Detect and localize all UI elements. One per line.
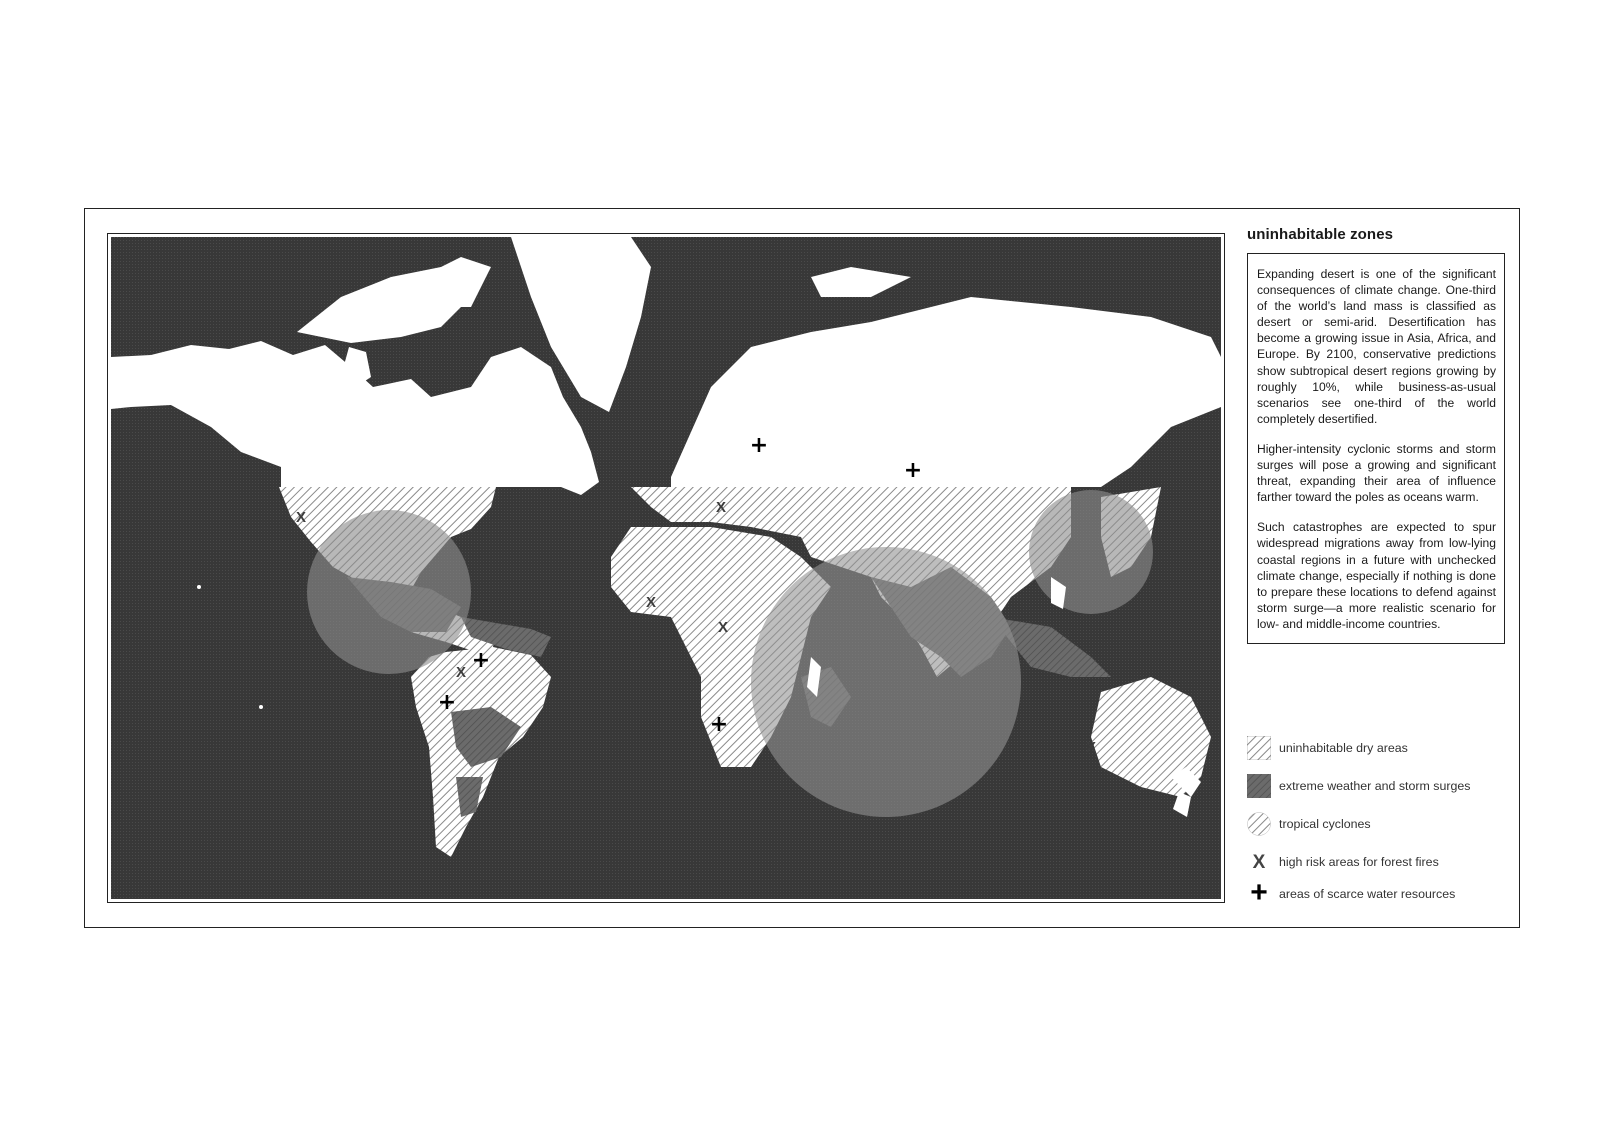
water-marker-eastern-europe: +	[749, 433, 769, 458]
water-marker-russia: +	[903, 458, 923, 483]
circle-swatch-icon	[1247, 812, 1271, 836]
description-paragraph: Higher-intensity cyclonic storms and storm surges will pose a growing and significant threat, expanding their area of influence farther toward the poles as oceans warm.	[1257, 441, 1496, 505]
x-mark-icon: X	[1252, 851, 1266, 873]
cyclone-circle-caribbean	[307, 510, 471, 674]
fire-marker-north-america: X	[295, 509, 307, 526]
legend-item-water	[1247, 875, 1527, 909]
description-paragraph: Such catastrophes are expected to spur widespread migrations away from low-lying coastal regions in a future with unchecked climate change, especially if nothing is done to prepare these locations to defend against storm surge—a more realistic scenario for low- and middle-income countries.	[1257, 520, 1496, 631]
description-paragraph: Expanding desert is one of the significant consequences of climate change. One-third of the world’s land mass is classified as desert or semi-arid. Desertification has become a growing issue in Asia, Africa, and Europe. By 2100, conservative predictions show subtropical desert regions growing by roughly 10%, while business-as-usual scenarios see one-third of the world completely desertified.	[1257, 267, 1496, 426]
plus-mark-icon: +	[1250, 875, 1268, 909]
fire-marker-central-africa: X	[717, 619, 729, 636]
fire-marker-mediterranean: X	[715, 499, 727, 516]
dark-hatch-swatch-icon	[1247, 774, 1271, 798]
side-panel	[1247, 226, 1505, 644]
water-marker-southern-africa: +	[709, 712, 729, 737]
legend-item-storm	[1247, 774, 1527, 798]
description-box	[1247, 253, 1505, 644]
panel-title: uninhabitable zones	[1247, 226, 1394, 243]
legend	[1247, 736, 1527, 914]
legend-label: uninhabitable dry areas	[1279, 741, 1408, 755]
water-marker-andes: +	[437, 690, 457, 715]
legend-item-forest-fires	[1247, 850, 1527, 874]
water-marker-amazon: +	[471, 648, 491, 673]
fire-marker-amazon: X	[455, 664, 467, 681]
legend-label: tropical cyclones	[1279, 817, 1371, 831]
legend-label: extreme weather and storm surges	[1279, 779, 1471, 793]
hatch-swatch-icon	[1247, 736, 1271, 760]
fire-marker-australia: X	[1085, 739, 1097, 756]
legend-item-dry-areas	[1247, 736, 1527, 760]
world-map	[107, 233, 1225, 903]
map-svg	[111, 237, 1221, 899]
cyclone-circle-western-pacific	[1029, 490, 1153, 614]
cyclone-circle-indian-ocean	[751, 547, 1021, 817]
legend-label: high risk areas for forest fires	[1279, 855, 1439, 869]
legend-label: areas of scarce water resources	[1279, 887, 1456, 901]
fire-marker-west-africa: X	[645, 594, 657, 611]
legend-item-cyclones	[1247, 812, 1527, 836]
